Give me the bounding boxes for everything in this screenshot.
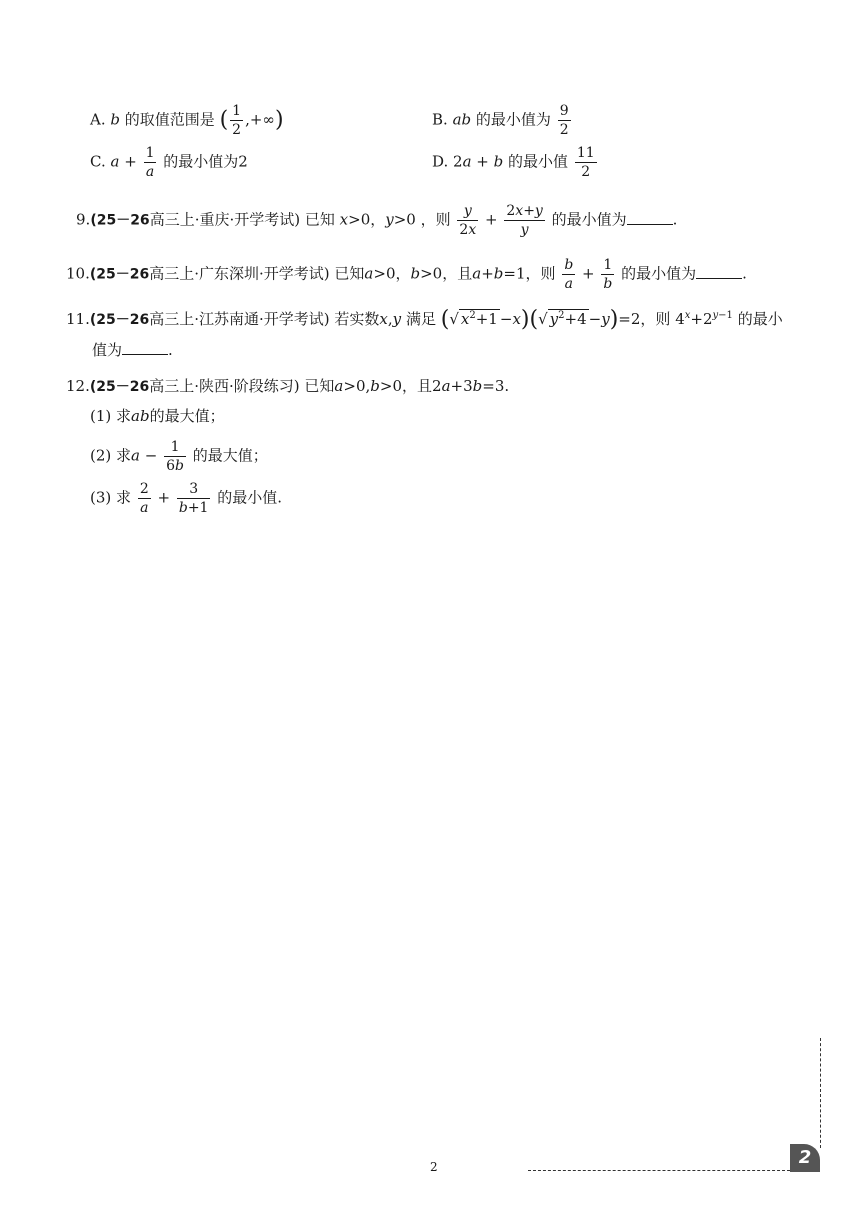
q12-p1: (1) 求 [90, 407, 132, 425]
option-d: D. 2a + b 的最小值 $\frac{11}{2}$ [432, 145, 595, 180]
q12-text2: ，且 [402, 377, 433, 395]
var-b: b [110, 110, 120, 129]
q12-part-1: (1) 求ab的最大值； [90, 407, 225, 425]
frac-b-a: $\frac{b}{a}$ [564, 257, 574, 292]
var-ab: ab [452, 110, 472, 129]
option-b-label: B. [432, 110, 448, 129]
q12-source: (25－26 [89, 379, 150, 395]
q9-text2: ，则 [420, 210, 451, 229]
q10-text3: ，则 [525, 264, 556, 283]
q10-end: . [742, 264, 747, 283]
q11-text4: 的最小 [737, 310, 783, 328]
frac-11-2: $\frac{11}{2}$ [576, 145, 595, 180]
footer-dashed-vertical [820, 1038, 821, 1148]
q12-part-3: (3) 求 $\frac{2}{a}$ + $\frac{3}{b+1}$ 的最小值. [90, 481, 283, 516]
q11-text1: 若实数 [334, 310, 380, 328]
q11-text3: ，则 [640, 310, 671, 328]
page-number: 2 [430, 1160, 438, 1174]
question-12: 12.(25－26高三上·陕西·阶段练习) 已知a>0,b>0，且2a+3b=3. [66, 377, 510, 395]
q10-answer-blank[interactable] [696, 264, 742, 279]
q12-p1-end: 的最大值； [149, 407, 225, 425]
question-11-cont [92, 338, 173, 362]
option-d-label: D. [432, 152, 449, 171]
q11-text2: 满足 [405, 310, 436, 328]
q9-number: 9. [76, 210, 91, 229]
option-c-text: 的最小值为 [163, 152, 239, 171]
q9-source-rest: 高三上·重庆·开学考试) [149, 210, 301, 229]
question-11: 11.(25－26高三上·江苏南通·开学考试) 若实数x,y 满足 (√ $x^2+1 -x)(√$ $y^2+4 -y)=2$，则 $4^x+2^{y-1}$ 的最小 [66, 307, 783, 332]
frac-2-a: $\frac{2}{a}$ [139, 481, 149, 516]
frac-1-2: $\frac{1}{2}$ [232, 103, 242, 138]
q9-source: (25－26 [90, 212, 150, 229]
frac-1-a: $\frac{1}{a}$ [145, 145, 155, 180]
q9-end: . [672, 210, 678, 229]
question-9: 9.(25－26高三上·重庆·开学考试) 已知 x>0，y>0 ，则 $\frac{y}{2x}$ + $\frac{2x+y}{y}$ 的最小值为 . [76, 203, 678, 238]
q11-number: 11. [66, 310, 90, 328]
option-c-label: C. [90, 152, 106, 171]
q10-text2: ，且 [442, 264, 473, 283]
option-c: C. a + $\frac{1}{a}$ 的最小值为2 [90, 145, 248, 180]
q12-p3: (3) 求 [90, 488, 132, 507]
option-a-label: A. [90, 110, 106, 129]
paren-close: ) [274, 107, 284, 133]
q11-end: . [168, 341, 173, 359]
q11-source: (25－26 [89, 312, 150, 328]
q11-answer-blank[interactable] [122, 340, 168, 355]
frac-y-2x: $\frac{y}{2x}$ [459, 203, 477, 238]
q10-source: (25－26 [89, 266, 150, 283]
frac-1-6b: $\frac{1}{6b}$ [166, 439, 184, 474]
q12-number: 12. [66, 377, 90, 395]
option-b [432, 104, 573, 137]
question-10: 10.(25－26高三上·广东深圳·开学考试) 已知a>0，b>0，且a+b=1，则 $\frac{b}{a}$ + $\frac{1}{b}$ 的最小值为 . [66, 257, 747, 292]
frac-1-b: $\frac{1}{b}$ [603, 257, 613, 292]
q9-text1: 已知 [304, 210, 335, 229]
option-d-text: 的最小值 [508, 152, 569, 171]
q12-p2-end: 的最大值； [192, 446, 268, 465]
frac-3-b1: $\frac{3}{b+1}$ [178, 481, 209, 516]
q12-part-2: (2) 求a − $\frac{1}{6b}$ 的最大值； [90, 439, 268, 474]
option-a: A. b 的取值范围是 ( $\frac{1}{2}$ ,+∞) [90, 103, 284, 138]
q9-answer-blank[interactable] [627, 210, 673, 225]
q9-text3: 的最小值为 [551, 210, 627, 229]
q11-source-rest: 高三上·江苏南通·开学考试) [149, 310, 330, 328]
q10-text4: 的最小值为 [621, 264, 697, 283]
corner-page-badge: 2 [790, 1144, 820, 1172]
frac-2xy-y: $\frac{2x+y}{y}$ [506, 203, 543, 238]
option-b-text: 的最小值为 [475, 110, 551, 129]
q10-text1: 已知 [334, 264, 365, 283]
q12-p2: (2) 求 [90, 446, 132, 465]
paren-open: ( [219, 107, 229, 133]
footer-dashed-line [528, 1170, 790, 1171]
frac-9-2: $\frac{9}{2}$ [559, 103, 569, 138]
q12-text1: 已知 [304, 377, 335, 395]
q11-text5: 值为 [92, 341, 123, 359]
q10-source-rest: 高三上·广东深圳·开学考试) [149, 264, 330, 283]
q12-p3-end: 的最小值. [217, 488, 283, 507]
option-a-text: 的取值范围是 [124, 110, 215, 129]
q10-number: 10. [66, 264, 90, 283]
q12-text3: . [504, 377, 510, 395]
q12-source-rest: 高三上·陕西·阶段练习) [149, 377, 300, 395]
